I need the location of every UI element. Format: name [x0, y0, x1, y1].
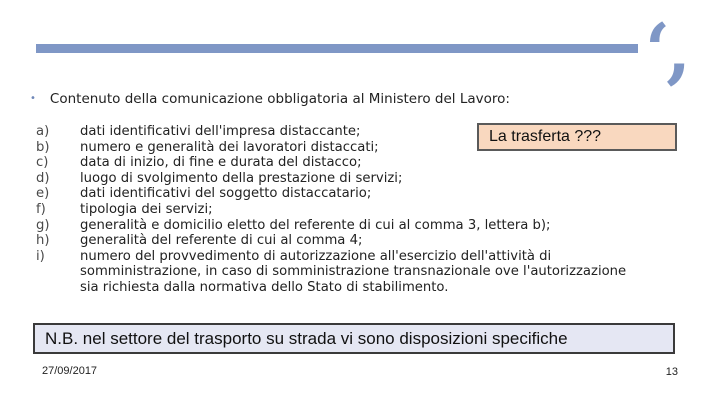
- list-item-letter: b): [36, 139, 50, 155]
- list-item-letter: d): [36, 170, 50, 186]
- list-item: [36, 186, 636, 202]
- list-item-letter: f): [36, 201, 46, 217]
- list-item: [36, 202, 636, 218]
- list-item: [36, 155, 636, 171]
- list-item-text: tipologia dei servizi;: [80, 201, 213, 217]
- list-item-letter: i): [36, 248, 45, 264]
- intro-line: [30, 91, 510, 107]
- list-item-text: luogo di svolgimento della prestazione di servizi;: [80, 170, 403, 186]
- quote-mark-icon: ‘,: [645, 7, 688, 92]
- intro-text: Contenuto della comunicazione obbligatoria al Ministero del Lavoro:: [49, 91, 510, 107]
- list-item-letter: g): [36, 217, 50, 233]
- page-number: 13: [665, 366, 678, 378]
- list-item: [36, 233, 636, 249]
- list-item: [36, 218, 636, 234]
- list-item-letter: e): [36, 186, 50, 202]
- trasferta-callout: La trasferta ???: [477, 123, 677, 151]
- list-item-letter: c): [36, 155, 49, 171]
- list-item-text: numero e generalità dei lavoratori distaccati;: [80, 139, 379, 155]
- list-item-letter: h): [36, 233, 50, 249]
- list-item: [36, 249, 636, 296]
- list-item-text: generalità del referente di cui al comma 4;: [80, 233, 363, 249]
- list-item-text: dati identificativi del soggetto distaccatario;: [80, 186, 372, 202]
- nb-note-box: N.B. nel settore del trasporto su strada vi sono disposizioni specifiche: [33, 323, 675, 354]
- header-accent-bar: [36, 44, 638, 53]
- list-item-letter: a): [36, 124, 50, 139]
- list-item-text: generalità e domicilio eletto del referente di cui al comma 3, lettera b);: [80, 217, 551, 233]
- list-item-text: data di inizio, di fine e durata del distacco;: [80, 155, 362, 171]
- list-item: [36, 171, 636, 187]
- list-item-text: numero del provvedimento di autorizzazione all'esercizio dell'attività di somministrazione, in caso di somministrazione transnazionale ove l'autorizzazione sia richiesta dalla normativa dello Stato di stabilimento.: [80, 248, 627, 295]
- list-item-text: dati identificativi dell'impresa distaccante;: [80, 124, 361, 139]
- bullet-icon: •: [30, 93, 36, 104]
- footer-date: 27/09/2017: [42, 365, 98, 377]
